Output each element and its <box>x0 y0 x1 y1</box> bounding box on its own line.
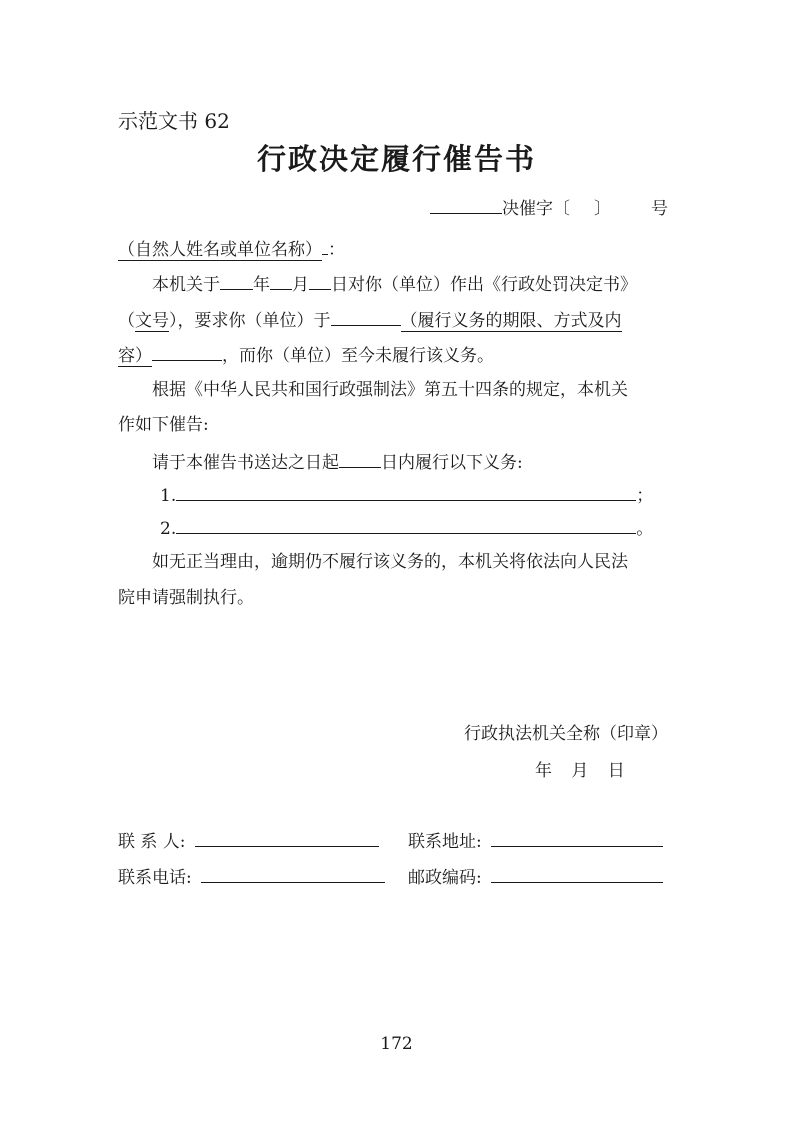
contact-address-field <box>491 828 663 847</box>
addressee-placeholder: （自然人姓名或单位名称） <box>118 240 322 260</box>
item-number: 2. <box>160 519 177 539</box>
para1-text-c: ），要求你（单位）于 <box>169 311 331 331</box>
deadline-blank <box>331 308 401 326</box>
item-blank <box>176 484 636 501</box>
para4-line2: 院申请强制执行。 <box>118 588 254 608</box>
para2-line2: 作如下催告: <box>118 415 209 435</box>
doc-number-close: 〕 <box>594 199 611 219</box>
doc-number-suffix: 决催字〔 <box>502 199 570 219</box>
para1-text-end: ，而你（单位）至今未履行该义务。 <box>222 346 494 366</box>
para1-text-a: 本机关于 <box>152 275 220 295</box>
addressee-line <box>118 238 345 261</box>
para3-text-b: 日内履行以下义务: <box>381 453 523 473</box>
doc-label: 示范文书 62 <box>118 109 230 133</box>
doc-number-end: 号 <box>651 199 668 219</box>
obligation-placeholder-part1: （履行义务的期限、方式及内 <box>400 311 622 331</box>
document-number-line <box>430 196 668 220</box>
contact-postcode-row <box>408 864 663 889</box>
page-title: 行政决定履行催告书 <box>256 142 536 176</box>
doc-number-prefix-blank <box>430 196 502 214</box>
item-blank <box>176 517 636 534</box>
contact-person-label: 联 系 人: <box>118 832 186 852</box>
contact-phone-label: 联系电话: <box>118 868 192 888</box>
obligation-item-1 <box>160 484 653 507</box>
day-blank <box>309 272 331 290</box>
item-end-punct: 。 <box>636 519 654 539</box>
contact-address-row <box>408 828 663 853</box>
para1-open-paren: （ <box>118 311 135 331</box>
year-blank <box>220 272 253 290</box>
contact-person-field <box>195 828 379 847</box>
month-blank <box>270 272 292 290</box>
para4-line1: 如无正当理由，逾期仍不履行该义务的，本机关将依法向人民法 <box>152 552 628 572</box>
contact-phone-row <box>118 864 385 889</box>
para1-text-month: 月 <box>292 275 309 295</box>
para3-line <box>152 450 523 474</box>
obligation-blank <box>152 343 222 361</box>
contact-person-row <box>118 828 379 853</box>
obligation-item-2 <box>160 517 653 540</box>
para2-line1: 根据《中华人民共和国行政强制法》第五十四条的规定，本机关 <box>152 380 628 400</box>
addressee-colon: ： <box>328 240 345 260</box>
doc-number-ref: 文号 <box>135 311 169 331</box>
item-number: 1. <box>160 486 177 506</box>
item-end-punct: ； <box>636 486 654 506</box>
issue-date: 年 月 日 <box>535 761 625 781</box>
contact-postcode-field <box>491 864 663 883</box>
contact-address-label: 联系地址: <box>408 832 482 852</box>
obligation-placeholder-part2: 容） <box>118 346 152 366</box>
issuing-authority-seal: 行政执法机关全称（印章） <box>464 724 668 744</box>
para3-text-a: 请于本催告书送达之日起 <box>152 453 339 473</box>
para1-line1 <box>152 272 637 296</box>
para1-text-d: 日对你（单位）作出《行政处罚决定书》 <box>331 275 637 295</box>
contact-postcode-label: 邮政编码: <box>408 868 482 888</box>
para1-line2 <box>118 308 622 332</box>
days-blank <box>339 450 381 468</box>
para1-line3 <box>118 343 494 367</box>
para1-text-year: 年 <box>253 275 270 295</box>
page-number: 172 <box>380 1034 413 1054</box>
contact-phone-field <box>201 864 385 883</box>
